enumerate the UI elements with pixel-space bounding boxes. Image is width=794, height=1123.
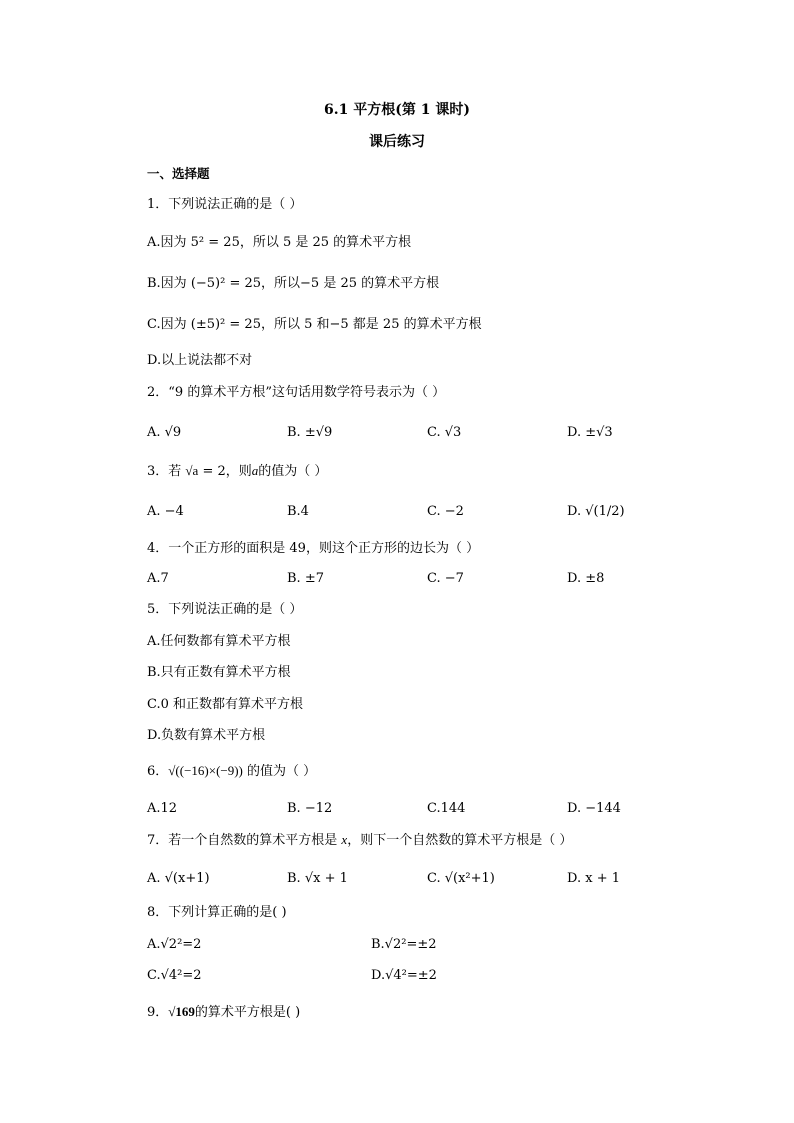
question-3-option-b: B.4 bbox=[287, 504, 309, 519]
question-3-option-a: A. −4 bbox=[147, 504, 184, 519]
question-7-stem-prefix: 7．若一个自然数的算术平方根是 bbox=[147, 833, 342, 848]
question-6-option-d: D. −144 bbox=[567, 801, 621, 816]
document-subtitle: 课后练习 bbox=[369, 134, 425, 150]
question-5-option-d: D.负数有算术平方根 bbox=[147, 728, 266, 743]
question-1-option-c: C.因为 (±5)² = 25，所以 5 和−5 都是 25 的算术平方根 bbox=[147, 317, 482, 332]
question-4-option-a: A.7 bbox=[147, 571, 169, 586]
question-2-option-c: C. √3 bbox=[427, 425, 462, 440]
question-3-stem bbox=[147, 462, 327, 481]
question-5-option-c: C.0 和正数都有算术平方根 bbox=[147, 697, 304, 712]
question-8-option-b: B.√2²=±2 bbox=[371, 937, 437, 952]
question-4-option-c: C. −7 bbox=[427, 571, 464, 586]
question-2-option-a: A. √9 bbox=[147, 425, 182, 440]
question-7-option-c: C. √(x²+1) bbox=[427, 871, 495, 886]
question-9-stem-suffix: 的算术平方根是( ) bbox=[194, 1005, 301, 1020]
question-5-option-a: A.任何数都有算术平方根 bbox=[147, 634, 291, 649]
question-9-stem-prefix: 9． bbox=[147, 1005, 169, 1020]
document-title: 6.1 平方根(第 1 课时) bbox=[324, 102, 470, 118]
question-3-stem-mid: = 2，则 bbox=[198, 464, 252, 479]
question-3-option-c: C. −2 bbox=[427, 504, 464, 519]
question-8-option-c: C.√4²=2 bbox=[147, 968, 202, 983]
question-1-option-b: B.因为 (−5)² = 25，所以−5 是 25 的算术平方根 bbox=[147, 276, 440, 291]
question-7-option-a: A. √(x+1) bbox=[147, 871, 210, 886]
question-7-stem-suffix: ，则下一个自然数的算术平方根是（ ） bbox=[347, 833, 573, 848]
question-6-option-a: A.12 bbox=[147, 801, 178, 816]
question-6-option-c: C.144 bbox=[427, 801, 466, 816]
question-6-stem bbox=[147, 762, 316, 781]
question-7-option-d: D. x + 1 bbox=[567, 871, 620, 886]
question-1-stem: 1．下列说法正确的是（ ） bbox=[147, 197, 303, 212]
question-8-option-a: A.√2²=2 bbox=[147, 937, 202, 952]
question-3-stem-prefix: 3．若 bbox=[147, 464, 186, 479]
question-7-variable: x bbox=[341, 832, 348, 847]
question-4-option-b: B. ±7 bbox=[287, 571, 324, 586]
question-4-option-d: D. ±8 bbox=[567, 571, 605, 586]
question-3-option-d: D. √(1/2) bbox=[567, 504, 625, 519]
question-2-stem: 2．“9 的算术平方根”这句话用数学符号表示为（ ） bbox=[147, 385, 446, 400]
question-7-stem bbox=[147, 831, 572, 850]
question-3-radical: √a bbox=[185, 463, 199, 478]
section-heading: 一、选择题 bbox=[147, 166, 210, 181]
question-9-radical: √169 bbox=[168, 1004, 195, 1019]
question-6-radical: √((−16)×(−9)) bbox=[168, 763, 243, 778]
question-9-stem bbox=[147, 1003, 300, 1022]
question-5-stem: 5．下列说法正确的是（ ） bbox=[147, 602, 303, 617]
question-3-stem-suffix: 的值为（ ） bbox=[258, 464, 328, 479]
question-2-option-d: D. ±√3 bbox=[567, 425, 613, 440]
question-3-variable: a bbox=[251, 463, 259, 478]
question-6-option-b: B. −12 bbox=[287, 801, 333, 816]
question-6-stem-prefix: 6． bbox=[147, 764, 169, 779]
question-7-option-b: B. √x + 1 bbox=[287, 871, 348, 886]
question-4-stem: 4．一个正方形的面积是 49，则这个正方形的边长为（ ） bbox=[147, 541, 480, 556]
question-1-option-a: A.因为 5² = 25，所以 5 是 25 的算术平方根 bbox=[147, 235, 412, 250]
question-8-option-d: D.√4²=±2 bbox=[371, 968, 437, 983]
question-6-stem-suffix: 的值为（ ） bbox=[242, 764, 317, 779]
question-8-stem: 8．下列计算正确的是( ) bbox=[147, 905, 287, 920]
question-1-option-d: D.以上说法都不对 bbox=[147, 353, 253, 368]
question-2-option-b: B. ±√9 bbox=[287, 425, 333, 440]
question-5-option-b: B.只有正数有算术平方根 bbox=[147, 665, 291, 680]
